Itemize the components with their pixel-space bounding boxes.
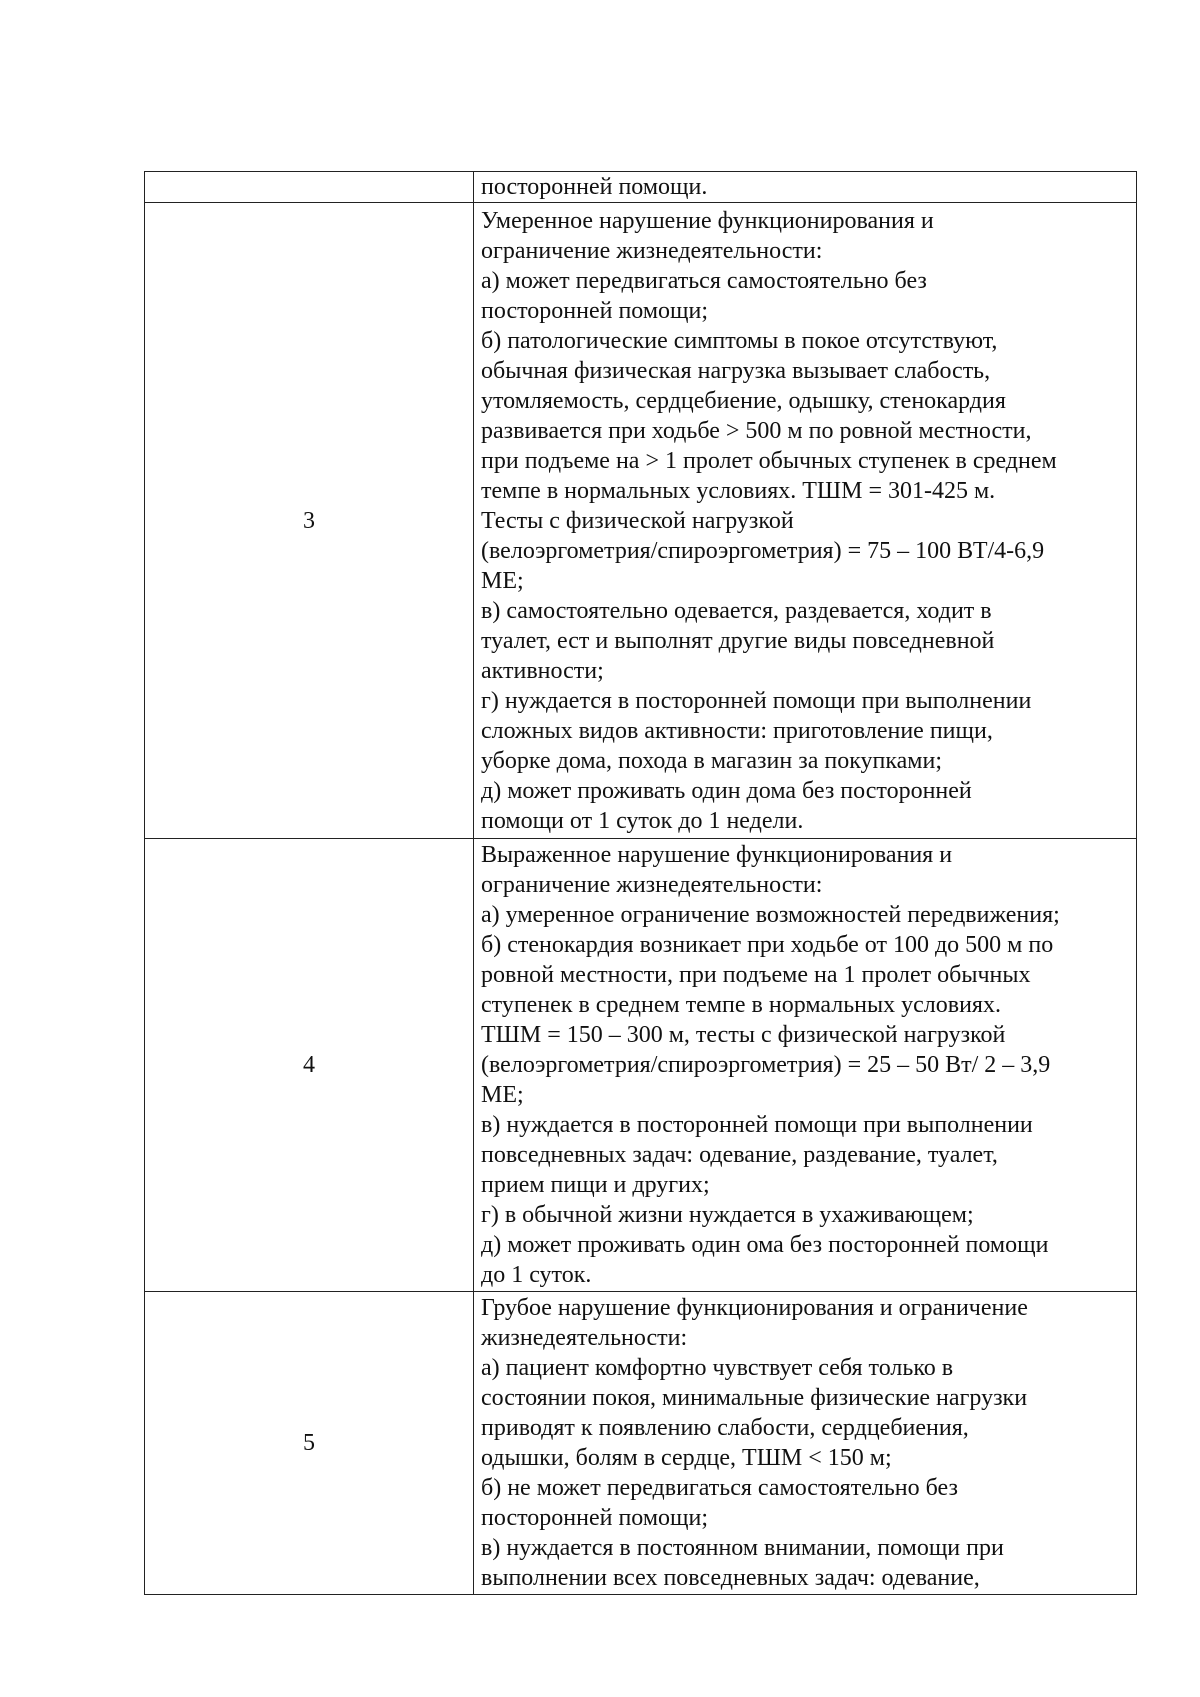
text-line: Умеренное нарушение функционирования и <box>481 207 934 234</box>
text-line: в) нуждается в посторонней помощи при выполнении <box>481 1112 1033 1138</box>
text-line: б) стенокардия возникает при ходьбе от 100 до 500 м по <box>481 932 1054 958</box>
text-line: д) может проживать один ома без посторонней помощи <box>481 1232 1049 1258</box>
text-line: ограничение жизнедеятельности: <box>481 872 823 898</box>
text-line: МЕ; <box>481 1082 524 1108</box>
description-cell <box>474 172 1137 203</box>
text-line: утомляемость, сердцебиение, одышку, стенокардия <box>481 387 1006 414</box>
text-line: а) умеренное ограничение возможностей передвижения; <box>481 902 1060 928</box>
text-line: развивается при ходьбе > 500 м по ровной местности, <box>481 417 1032 444</box>
text-line: в) самостоятельно одевается, раздевается, ходит в <box>481 597 992 624</box>
text-line: повседневных задач: одевание, раздевание, туалет, <box>481 1142 998 1168</box>
text-line: темпе в нормальных условиях. ТШМ = 301-425 м. <box>481 477 996 504</box>
text-line: Грубое нарушение функционирования и ограничение <box>481 1295 1028 1321</box>
table-row-continuation <box>145 172 1137 203</box>
text-line: Тесты с физической нагрузкой <box>481 507 794 534</box>
text-line: (велоэргометрия/спироэргометрия) = 25 – 50 Вт/ 2 – 3,9 <box>481 1052 1051 1078</box>
score-cell <box>145 1292 474 1595</box>
text-line: МЕ; <box>481 567 524 594</box>
text-line: выполнении всех повседневных задач: одевание, <box>481 1565 980 1591</box>
score-cell <box>145 203 474 839</box>
table-body <box>145 172 1137 1595</box>
text-line: ограничение жизнедеятельности: <box>481 237 823 264</box>
text-line: помощи от 1 суток до 1 недели. <box>481 807 804 834</box>
text-line: активности; <box>481 657 604 684</box>
score-value: 5 <box>303 1430 315 1456</box>
score-cell <box>145 839 474 1292</box>
text-line: состоянии покоя, минимальные физические нагрузки <box>481 1385 1028 1411</box>
text-line: посторонней помощи. <box>481 174 708 200</box>
table-row-score-5 <box>145 1292 1137 1595</box>
text-line: посторонней помощи; <box>481 1505 709 1531</box>
text-line: ТШМ = 150 – 300 м, тесты с физической нагрузкой <box>481 1022 1006 1048</box>
text-line: г) нуждается в посторонней помощи при выполнении <box>481 687 1032 714</box>
text-line: а) может передвигаться самостоятельно без <box>481 267 927 294</box>
text-line: сложных видов активности: приготовление пищи, <box>481 717 993 744</box>
rehabilitation-scale-table <box>144 171 1137 1595</box>
description-text <box>474 172 1136 202</box>
description-cell <box>474 1292 1137 1595</box>
text-line: д) может проживать один дома без посторонней <box>481 777 972 804</box>
table-row-score-4 <box>145 839 1137 1292</box>
text-line: при подъеме на > 1 пролет обычных ступенек в среднем <box>481 447 1057 474</box>
score-value: 4 <box>303 1052 315 1078</box>
description-cell <box>474 839 1137 1292</box>
description-text <box>474 1293 1136 1593</box>
text-line: г) в обычной жизни нуждается в ухаживающем; <box>481 1202 974 1228</box>
description-text <box>474 206 1136 836</box>
table-row-score-3 <box>145 203 1137 839</box>
text-line: прием пищи и других; <box>481 1172 710 1198</box>
description-text <box>474 840 1136 1290</box>
text-line: жизнедеятельности: <box>481 1325 688 1351</box>
text-line: обычная физическая нагрузка вызывает слабость, <box>481 357 991 384</box>
text-line: б) не может передвигаться самостоятельно без <box>481 1475 958 1501</box>
text-line: а) пациент комфортно чувствует себя только в <box>481 1355 954 1381</box>
text-line: б) патологические симптомы в покое отсутствуют, <box>481 327 998 354</box>
text-line: в) нуждается в постоянном внимании, помощи при <box>481 1535 1004 1561</box>
text-line: ровной местности, при подъеме на 1 пролет обычных <box>481 962 1031 988</box>
score-value: 3 <box>303 507 315 534</box>
text-line: туалет, ест и выполнят другие виды повседневной <box>481 627 995 654</box>
score-cell <box>145 172 474 203</box>
description-cell <box>474 203 1137 839</box>
text-line: приводят к появлению слабости, сердцебиения, <box>481 1415 969 1441</box>
text-line: ступенек в среднем темпе в нормальных условиях. <box>481 992 1001 1018</box>
text-line: одышки, болям в сердце, ТШМ < 150 м; <box>481 1445 892 1471</box>
text-line: уборке дома, похода в магазин за покупками; <box>481 747 943 774</box>
text-line: посторонней помощи; <box>481 297 709 324</box>
text-line: (велоэргометрия/спироэргометрия) = 75 – 100 ВТ/4-6,9 <box>481 537 1045 564</box>
text-line: Выраженное нарушение функционирования и <box>481 842 953 868</box>
text-line: до 1 суток. <box>481 1262 592 1288</box>
